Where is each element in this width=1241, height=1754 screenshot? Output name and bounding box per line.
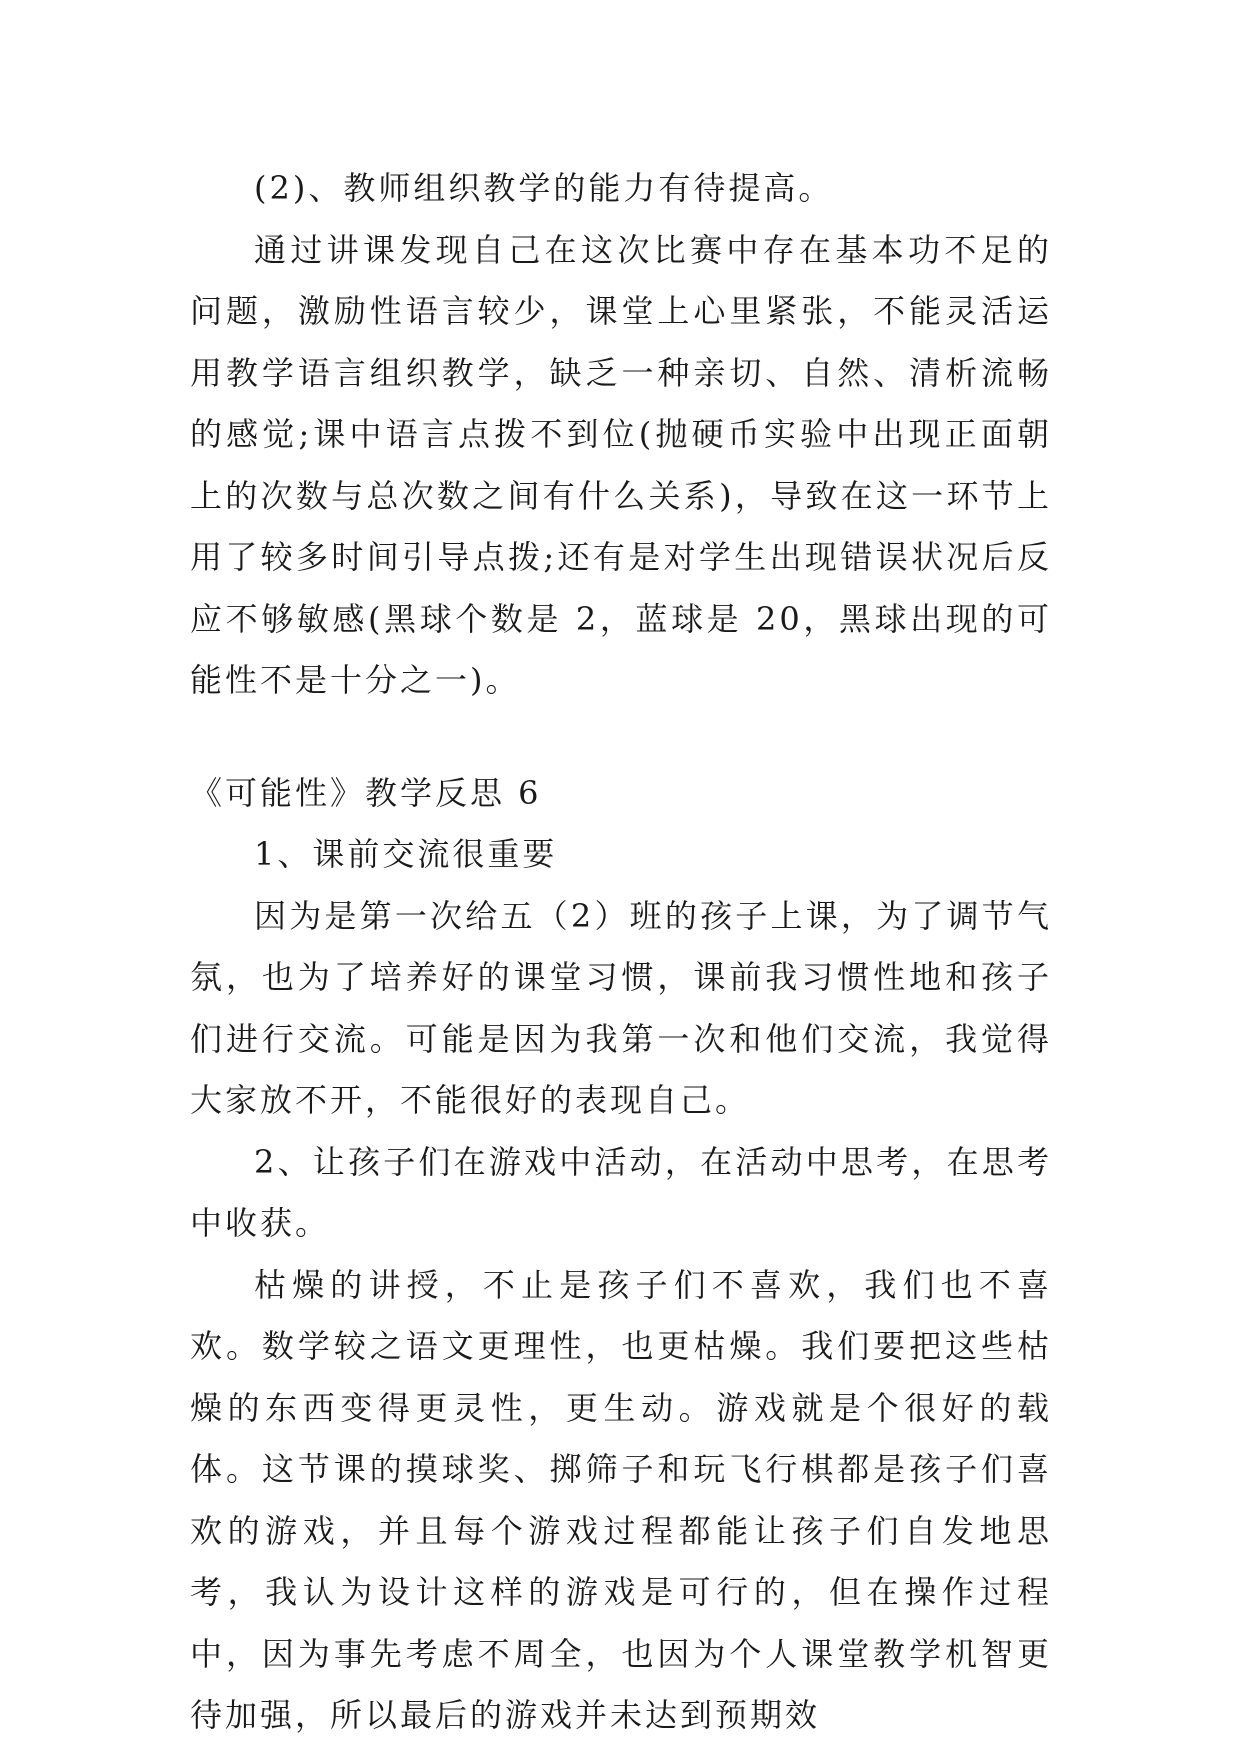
paragraph-point-1: 1、课前交流很重要 [254,835,558,873]
section-heading: 《可能性》教学反思 6 [190,773,542,812]
paragraph-pre-class-exchange: 因为是第一次给五（2）班的孩子上课，为了调节气氛，也为了培养好的课堂习惯，课前我习惯性地和孩子们进行交流。可能是因为我第一次和他们交流，我觉得大家放不开，不能很好的表现自己。 [190,896,1052,1119]
paragraph-point-2: 2、让孩子们在游戏中活动，在活动中思考，在思考中收获。 [190,1142,1052,1242]
paragraph-games-reflection: 枯燥的讲授，不止是孩子们不喜欢，我们也不喜欢。数学较之语文更理性，也更枯燥。我们要把这些枯燥的东西变得更灵性，更生动。游戏就是个很好的载体。这节课的摸球奖、掷筛子和玩飞行棋都是孩子们喜欢的游戏，并且每个游戏过程都能让孩子们自发地思考，我认为设计这样的游戏是可行的，但在操作过程中，因为事先考虑不周全，也因为个人课堂教学机智更待加强，所以最后的游戏并未达到预期效 [190,1265,1052,1734]
paragraph-lecture-reflection: 通过讲课发现自己在这次比赛中存在基本功不足的问题，激励性语言较少，课堂上心里紧张，不能灵活运用教学语言组织教学，缺乏一种亲切、自然、清析流畅的感觉;课中语言点拨不到位(抛硬币实验中出现正面朝上的次数与总次数之间有什么关系)，导致在这一环节上用了较多时间引导点拨;还有是对学生出现错误状况后反应不够敏感(黑球个数是 2，蓝球是 20，黑球出现的可能性不是十分之一)。 [190,230,1052,699]
paragraph-ability-improve: (2)、教师组织教学的能力有待提高。 [254,169,834,207]
document-body [190,158,1052,1747]
